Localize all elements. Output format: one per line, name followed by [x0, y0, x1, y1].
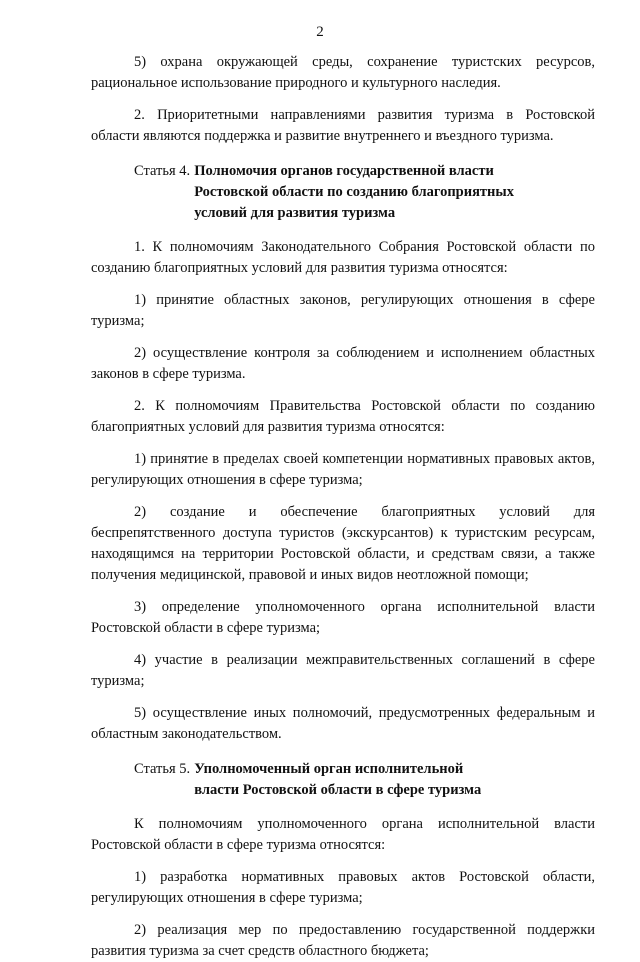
- article-label: Статья 4.: [134, 163, 191, 179]
- page-number: 2: [316, 24, 324, 40]
- paragraph: 2. К полномочиям Правительства Ростовской области по созданию благоприятных условий для развития туризма относятся:: [91, 398, 595, 435]
- article-heading: [91, 759, 595, 801]
- article-heading: [91, 161, 595, 224]
- paragraph: 2) создание и обеспечение благоприятных условий для беспрепятственного доступа туристов (экскурсантов) к туристским ресурсам, находящимся на территории Ростовской области, и средствам связи, а также получения медицинской, правовой и иных видов неотложной помощи;: [91, 504, 595, 583]
- paragraph: 5) охрана окружающей среды, сохранение туристских ресурсов, рациональное использование природного и культурного наследия.: [91, 54, 595, 91]
- paragraph: 4) участие в реализации межправительственных соглашений в сфере туризма;: [91, 652, 595, 689]
- paragraph: 1) разработка нормативных правовых актов Ростовской области, регулирующих отношения в сфере туризма;: [91, 869, 595, 906]
- paragraph: 3) определение уполномоченного органа исполнительной власти Ростовской области в сфере туризма;: [91, 599, 595, 636]
- document-body: [91, 52, 595, 962]
- article-label: Статья 5.: [134, 761, 191, 777]
- paragraph: 1) принятие в пределах своей компетенции нормативных правовых актов, регулирующих отношения в сфере туризма;: [91, 451, 595, 488]
- paragraph: 1) принятие областных законов, регулирующих отношения в сфере туризма;: [91, 292, 595, 329]
- paragraph: 5) осуществление иных полномочий, предусмотренных федеральным и областным законодательством.: [91, 705, 595, 742]
- paragraph: 2) осуществление контроля за соблюдением и исполнением областных законов в сфере туризма.: [91, 345, 595, 382]
- paragraph: К полномочиям уполномоченного органа исполнительной власти Ростовской области в сфере туризма относятся:: [91, 816, 595, 853]
- article-title: Полномочия органов государственной власти Ростовской области по созданию благоприятных условий для развития туризма: [194, 163, 514, 221]
- paragraph: 1. К полномочиям Законодательного Собрания Ростовской области по созданию благоприятных условий для развития туризма относятся:: [91, 239, 595, 276]
- paragraph: 2. Приоритетными направлениями развития туризма в Ростовской области являются поддержка и развитие внутреннего и въездного туризма.: [91, 107, 595, 144]
- paragraph: 2) реализация мер по предоставлению государственной поддержки развития туризма за счет средств областного бюджета;: [91, 922, 595, 959]
- article-title: Уполномоченный орган исполнительной власти Ростовской области в сфере туризма: [194, 761, 482, 798]
